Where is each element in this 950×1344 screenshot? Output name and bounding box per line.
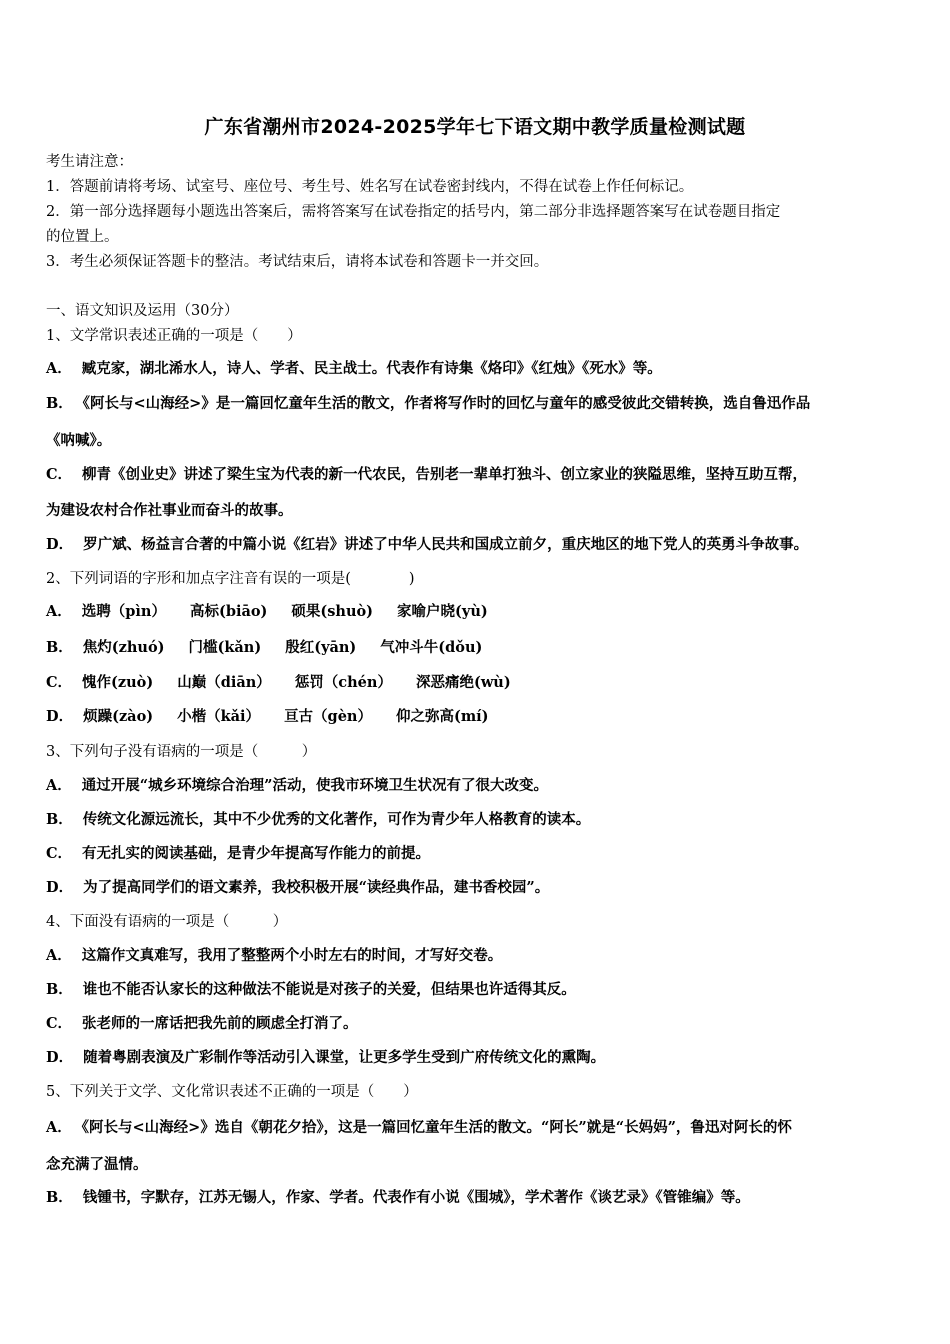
q2-option-a xyxy=(46,602,512,622)
option-letter: D． xyxy=(46,708,74,725)
word-item: 硕果(shuò) xyxy=(291,603,374,620)
q5-option-a-cont: 念充满了温情。 xyxy=(46,1156,148,1173)
option-letter: C． xyxy=(46,466,73,483)
option-letter: C． xyxy=(46,845,73,862)
word-item: 山巅（diān） xyxy=(177,674,271,691)
option-letter: B． xyxy=(46,1189,73,1206)
q4-option-b xyxy=(46,980,576,1000)
word-item: 惩罚（chén） xyxy=(294,674,392,691)
q2-option-d xyxy=(46,707,513,727)
word-item: 深恶痛绝(wù) xyxy=(415,674,511,691)
notice-item-1: 1．答题前请将考场、试室号、座位号、考生号、姓名写在试卷密封线内，不得在试卷上作任何标记。 xyxy=(46,179,694,195)
q1-option-b xyxy=(46,394,810,414)
q1-option-c xyxy=(46,465,807,485)
q3-option-d-text: 为了提高同学们的语文素养，我校积极开展“读经典作品，建书香校园”。 xyxy=(83,879,550,896)
word-item: 焦灼(zhuó) xyxy=(82,639,165,656)
q2-option-c xyxy=(46,673,535,693)
option-letter: A． xyxy=(46,777,72,794)
option-letter: A． xyxy=(46,947,72,964)
option-letter: A． xyxy=(46,603,72,620)
q4-stem: 4、下面没有语病的一项是（ ） xyxy=(46,914,288,930)
q1-option-d-text: 罗广斌、杨益言合著的中篇小说《红岩》讲述了中华人民共和国成立前夕，重庆地区的地下党人的英勇斗争故事。 xyxy=(83,536,809,553)
option-letter: D． xyxy=(46,536,74,553)
q3-option-c-text: 有无扎实的阅读基础，是青少年提高写作能力的前提。 xyxy=(82,845,431,862)
word-item: 门槛(kǎn) xyxy=(188,639,262,656)
option-letter: B． xyxy=(46,639,73,656)
option-letter: C． xyxy=(46,674,73,691)
section-heading: 一、语文知识及运用（30分） xyxy=(46,303,239,319)
q5-stem: 5、下列关于文学、文化常识表述不正确的一项是（ ） xyxy=(46,1084,418,1100)
option-letter: B． xyxy=(46,395,73,412)
word-item: 家喻户晓(yù) xyxy=(397,603,488,620)
q1-option-a xyxy=(46,359,662,379)
option-letter: A． xyxy=(46,360,72,377)
q4-option-a-text: 这篇作文真难写，我用了整整两个小时左右的时间，才写好交卷。 xyxy=(81,947,503,964)
q1-option-a-text: 臧克家，湖北浠水人，诗人、学者、民主战士。代表作有诗集《烙印》《红烛》《死水》等。 xyxy=(81,360,662,377)
q5-option-b xyxy=(46,1188,750,1208)
notice-item-2-cont: 的位置上。 xyxy=(46,229,119,245)
word-item: 愧作(zuò) xyxy=(82,674,154,691)
q5-option-a-text: 《阿长与<山海经>》选自《朝花夕拾》，这是一篇回忆童年生活的散文。“阿长”就是“长妈妈”，鲁迅对阿长的怀 xyxy=(81,1119,792,1136)
q3-option-b-text: 传统文化源远流长，其中不少优秀的文化著作，可作为青少年人格教育的读本。 xyxy=(82,811,591,828)
word-item: 选聘（pìn） xyxy=(81,603,166,620)
q3-option-a-text: 通过开展“城乡环境综合治理”活动，使我市环境卫生状况有了很大改变。 xyxy=(81,777,548,794)
q4-option-c-text: 张老师的一席话把我先前的顾虑全打消了。 xyxy=(82,1015,358,1032)
word-item: 烦躁(zào) xyxy=(83,708,154,725)
option-letter: C． xyxy=(46,1015,73,1032)
q1-stem: 1、文学常识表述正确的一项是（ ） xyxy=(46,328,302,344)
option-letter: D． xyxy=(46,1049,74,1066)
q3-option-b xyxy=(46,810,590,830)
option-letter: A． xyxy=(46,1119,72,1136)
q4-option-b-text: 谁也不能否认家长的这种做法不能说是对孩子的关爱，但结果也许适得其反。 xyxy=(82,981,576,998)
word-item: 气冲斗牛(dǒu) xyxy=(380,639,483,656)
q1-option-b-text: 《阿长与<山海经>》是一篇回忆童年生活的散文，作者将写作时的回忆与童年的感受彼此交错转换，选自鲁迅作品 xyxy=(82,395,811,412)
notice-item-2: 2．第一部分选择题每小题选出答案后，需将答案写在试卷指定的括号内，第二部分非选择题答案写在试卷题目指定 xyxy=(46,204,781,220)
q3-option-c xyxy=(46,844,430,864)
q4-option-d xyxy=(46,1048,605,1068)
q3-option-d xyxy=(46,878,549,898)
q5-option-b-text: 钱锺书，字默存，江苏无锡人，作家、学者。代表作有小说《围城》，学术著作《谈艺录》《管锥编》等。 xyxy=(82,1189,750,1206)
notice-item-3: 3．考生必须保证答题卡的整洁。考试结束后，请将本试卷和答题卡一并交回。 xyxy=(46,254,549,270)
q4-option-a xyxy=(46,946,502,966)
word-item: 小楷（kǎi） xyxy=(177,708,261,725)
q1-option-c-cont: 为建设农村合作社事业而奋斗的故事。 xyxy=(46,502,293,519)
word-item: 仰之弥高(mí) xyxy=(395,708,489,725)
word-item: 殷红(yān) xyxy=(285,639,357,656)
q4-option-c xyxy=(46,1014,358,1034)
q1-option-b-cont: 《呐喊》。 xyxy=(46,432,112,449)
word-item: 高标(biāo) xyxy=(189,603,268,620)
q5-option-a xyxy=(46,1118,792,1138)
option-letter: D． xyxy=(46,879,74,896)
q2-stem: 2、下列词语的字形和加点字注音有误的一项是( ) xyxy=(46,571,415,587)
q4-option-d-text: 随着粤剧表演及广彩制作等活动引入课堂，让更多学生受到广府传统文化的熏陶。 xyxy=(83,1049,606,1066)
word-item: 亘古（gèn） xyxy=(284,708,372,725)
page-title: 广东省潮州市2024-2025学年七下语文期中教学质量检测试题 xyxy=(204,116,746,138)
option-letter: B． xyxy=(46,811,73,828)
q1-option-c-text: 柳青《创业史》讲述了梁生宝为代表的新一代农民，告别老一辈单打独斗、创立家业的狭隘思维，坚持互助互帮， xyxy=(82,466,808,483)
q3-stem: 3、下列句子没有语病的一项是（ ） xyxy=(46,744,317,760)
q3-option-a xyxy=(46,776,548,796)
q2-option-b xyxy=(46,638,506,658)
q1-option-d xyxy=(46,535,808,555)
option-letter: B． xyxy=(46,981,73,998)
notice-heading: 考生请注意： xyxy=(46,154,133,170)
